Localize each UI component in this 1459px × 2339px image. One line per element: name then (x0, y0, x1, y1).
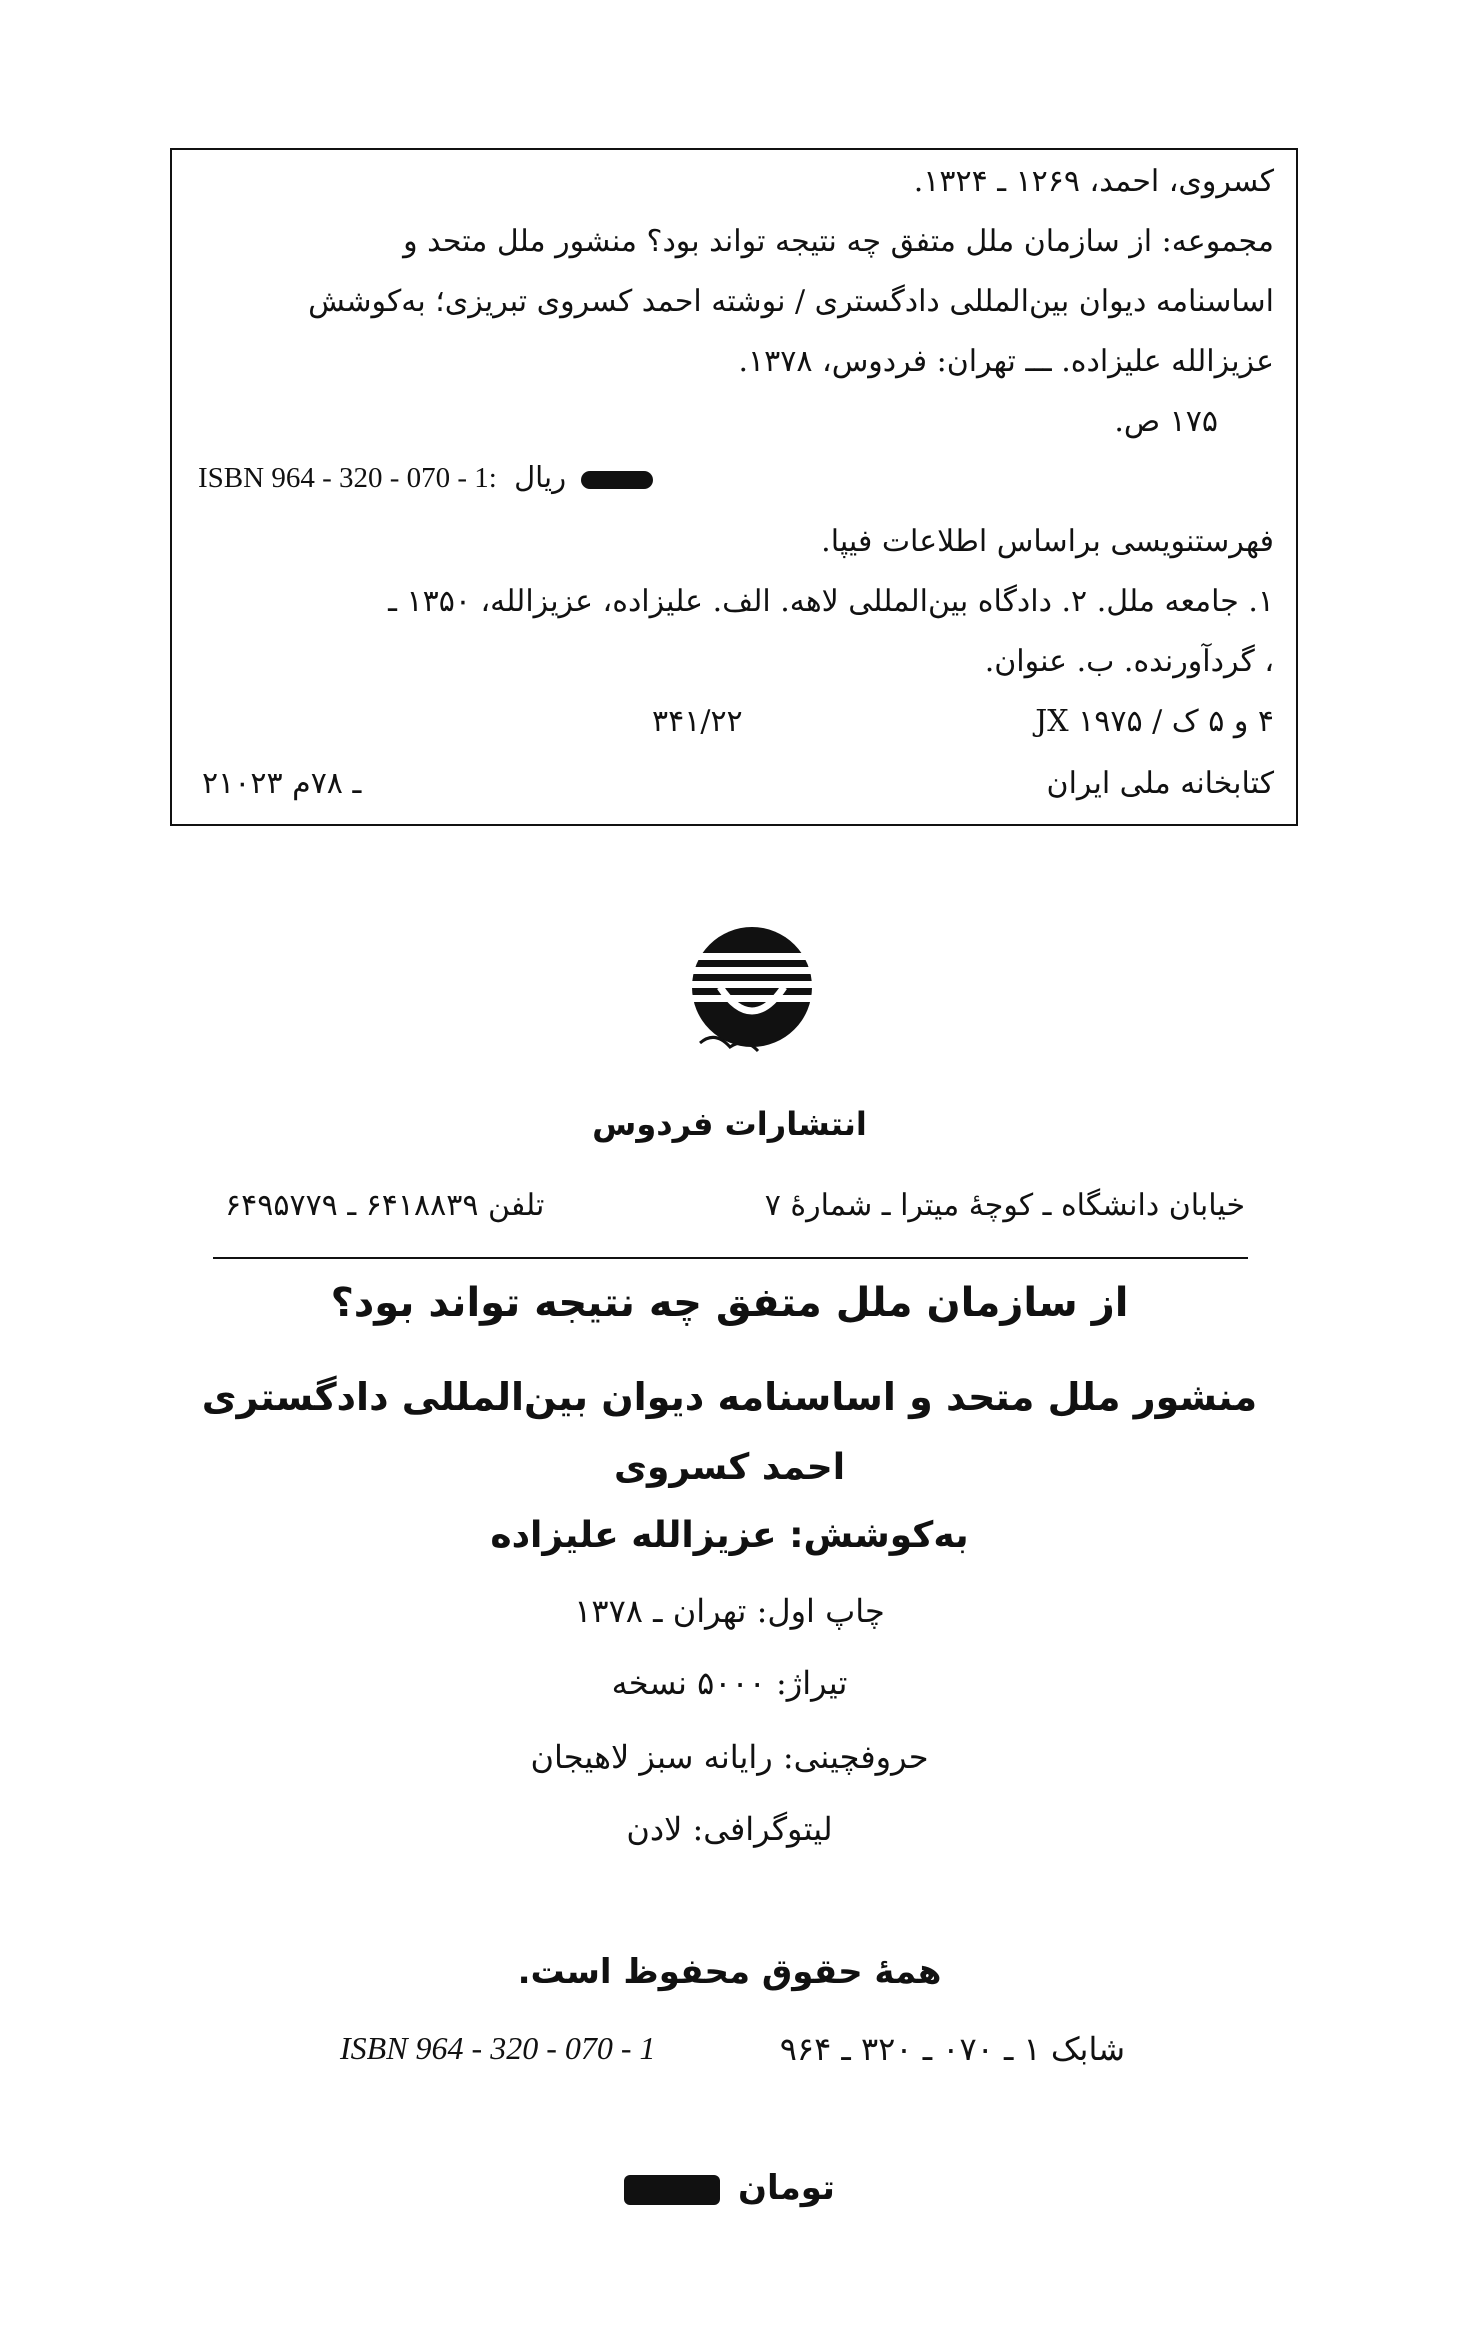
rights-notice: همهٔ حقوق محفوظ است. (517, 1952, 942, 1992)
book-lithography: لیتوگرافی: لادن (626, 1810, 833, 1848)
divider (213, 1257, 1248, 1259)
cip-line-subjects: ۱. جامعه ملل. ۲. دادگاه بین‌المللی لاهه. الف. علیزاده، عزیزالله، ۱۳۵۰ ـ (388, 584, 1274, 619)
cip-line-imprint: عزیزالله علیزاده. ـــ تهران: فردوس، ۱۳۷۸. (738, 344, 1274, 379)
isbn-farsi: شابک ۱ ـ ۰۷۰ ـ ۳۲۰ ـ ۹۶۴ (779, 2030, 1125, 2068)
cip-line-author: کسروی، احمد، ۱۲۶۹ ـ ۱۳۲۴. (913, 164, 1274, 199)
book-author: احمد کسروی (613, 1447, 846, 1488)
ferdows-tree-logo-icon (680, 925, 820, 1060)
price-smudge-icon (581, 471, 653, 489)
cip-rial-label: ریال (514, 460, 567, 494)
cip-line-classification: ۴ و ۵ ک / JX ۱۹۷۵ (1035, 704, 1274, 739)
publisher-address: خیابان دانشگاه ـ کوچهٔ میترا ـ شمارهٔ ۷ (764, 1188, 1245, 1223)
book-print-run: تیراژ: ۵۰۰۰ نسخه (611, 1664, 848, 1702)
book-title: از سازمان ملل متفق چه نتیجه تواند بود؟ (330, 1280, 1129, 1326)
isbn-latin: ISBN 964 - 320 - 070 - 1 (340, 2030, 656, 2066)
book-subtitle: منشور ملل متحد و اساسنامه دیوان بین‌المللی دادگستری (201, 1375, 1258, 1419)
cip-isbn (198, 460, 653, 495)
cip-dewey: ۳۴۱/۲۲ (652, 704, 743, 739)
publisher-phone: تلفن ۶۴۱۸۸۳۹ ـ ۶۴۹۵۷۷۹ (225, 1188, 545, 1223)
cip-line-statute: اساسنامه دیوان بین‌المللی دادگستری / نوشته احمد کسروی تبریزی؛ به‌کوشش (308, 284, 1274, 319)
price-unit: تومان (737, 2168, 835, 2208)
book-editor: به‌کوشش: عزیزالله علیزاده (490, 1515, 969, 1556)
cip-line-fipa: فهرستنویسی براساس اطلاعات فیپا. (821, 524, 1274, 559)
book-typesetting: حروفچینی: رایانه سبز لاهیجان (530, 1738, 929, 1776)
cip-box (170, 148, 1298, 826)
book-edition: چاپ اول: تهران ـ ۱۳۷۸ (574, 1592, 885, 1630)
cip-line-compiler: ، گردآورنده. ب. عنوان. (984, 644, 1274, 679)
cip-record-number: ۲۱۰۲۳ ـ ۷۸م (202, 766, 362, 801)
price (0, 2168, 1459, 2208)
cip-line-collection: مجموعه: از سازمان ملل متفق چه نتیجه تواند بود؟ منشور ملل متحد و (403, 224, 1274, 259)
cip-line-pages: ۱۷۵ ص. (1114, 404, 1218, 439)
cip-line-library: کتابخانه ملی ایران (1046, 766, 1274, 801)
cip-isbn-number: ISBN 964 - 320 - 070 - 1: (198, 462, 497, 494)
publisher-name: انتشارات فردوس (592, 1105, 867, 1143)
price-smudge-icon (624, 2175, 720, 2205)
